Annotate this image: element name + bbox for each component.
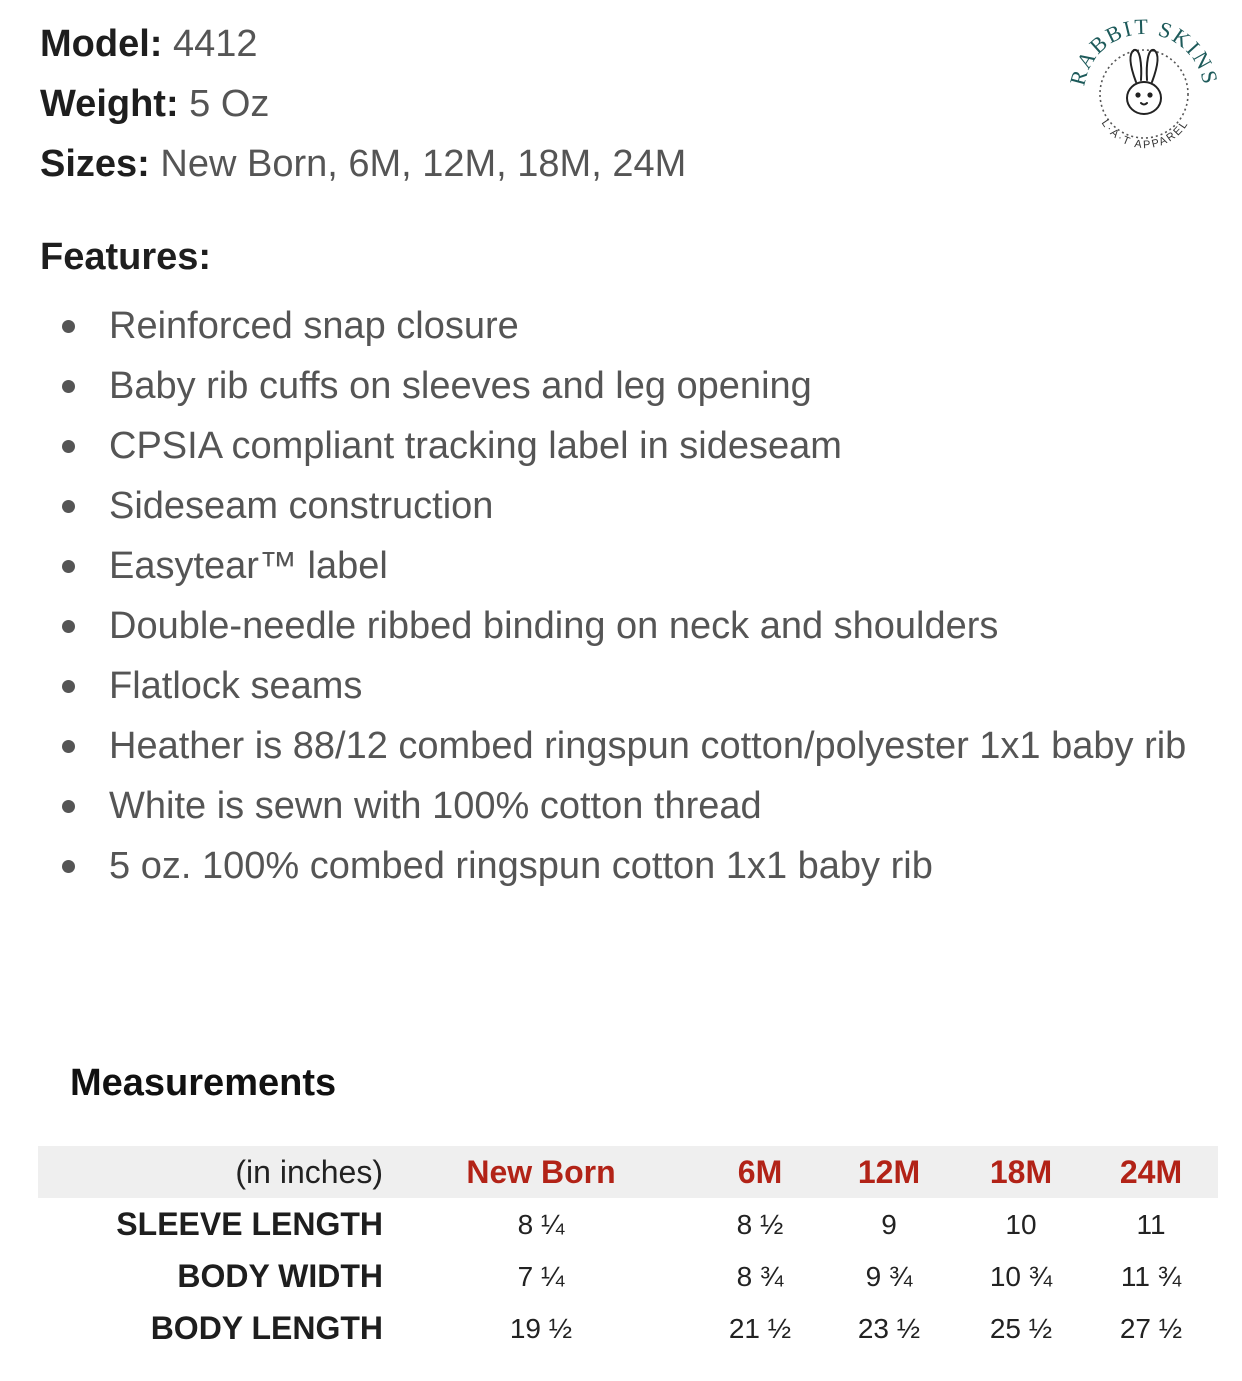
column-header-6m: 6M: [737, 1154, 783, 1190]
unit-label: (in inches): [235, 1154, 383, 1190]
bullet-icon: [62, 800, 75, 813]
column-header-24m: 24M: [1119, 1154, 1183, 1190]
features-list: [0, 296, 1200, 896]
feature-item: [0, 836, 1200, 896]
table-cell: 21 ½: [728, 1313, 792, 1344]
table-cell: 11 ¾: [1120, 1261, 1182, 1292]
table-cell: 9 ¾: [865, 1261, 913, 1292]
column-header-12m: 12M: [857, 1154, 921, 1190]
weight-label: Weight:: [40, 83, 179, 125]
bullet-icon: [62, 440, 75, 453]
column-header-18m: 18M: [989, 1154, 1053, 1190]
bullet-icon: [62, 320, 75, 333]
feature-text: Reinforced snap closure: [109, 305, 519, 347]
feature-text: Heather is 88/12 combed ringspun cotton/polyester 1x1 baby rib: [109, 725, 1187, 767]
feature-item: [0, 596, 1200, 656]
table-cell: 8 ½: [736, 1209, 784, 1240]
measurements-heading: Measurements: [70, 1062, 337, 1104]
table-cell: 10 ¾: [989, 1261, 1053, 1292]
table-row-body-length: [38, 1302, 1218, 1354]
bullet-icon: [62, 620, 75, 633]
feature-text: 5 oz. 100% combed ringspun cotton 1x1 baby rib: [109, 845, 933, 887]
rabbit-icon: [1127, 50, 1161, 114]
bullet-icon: [62, 740, 75, 753]
table-row-body-width: [38, 1250, 1218, 1302]
bullet-icon: [62, 680, 75, 693]
feature-item: [0, 656, 1200, 716]
model-label: Model:: [40, 23, 163, 65]
table-cell: 8 ¼: [517, 1209, 565, 1240]
sizes-row: [40, 134, 686, 194]
table-cell: 25 ½: [989, 1313, 1053, 1344]
table-row-sleeve-length: [38, 1198, 1218, 1250]
weight-row: [40, 74, 686, 134]
feature-text: Easytear™ label: [109, 545, 388, 587]
feature-text: CPSIA compliant tracking label in sideseam: [109, 425, 842, 467]
table-cell: 10: [1005, 1209, 1037, 1240]
table-cell: 11: [1136, 1209, 1166, 1240]
bullet-icon: [62, 380, 75, 393]
logo-bottom-text: L·A·T APPAREL: [1098, 117, 1192, 152]
feature-item: [0, 536, 1200, 596]
sizes-label: Sizes:: [40, 143, 150, 185]
logo-top-text: RABBIT SKINS: [1064, 13, 1224, 88]
product-specs: [40, 14, 686, 194]
feature-item: [0, 416, 1200, 476]
table-cell: 7 ¼: [517, 1261, 565, 1292]
rabbit-skins-logo: [1062, 6, 1226, 170]
measurements-table: [38, 1146, 1218, 1354]
row-label: BODY WIDTH: [177, 1258, 383, 1294]
model-value: 4412: [173, 23, 258, 65]
weight-value: 5 Oz: [189, 83, 270, 125]
sizes-value: New Born, 6M, 12M, 18M, 24M: [160, 143, 687, 185]
column-header-newborn: New Born: [466, 1154, 616, 1190]
feature-text: Flatlock seams: [109, 665, 363, 707]
bullet-icon: [62, 500, 75, 513]
row-label: BODY LENGTH: [150, 1310, 383, 1346]
feature-item: [0, 716, 1200, 776]
feature-item: [0, 776, 1200, 836]
bullet-icon: [62, 860, 75, 873]
feature-item: [0, 296, 1200, 356]
table-cell: 19 ½: [509, 1313, 573, 1344]
row-label: SLEEVE LENGTH: [116, 1206, 383, 1242]
feature-item: [0, 356, 1200, 416]
feature-text: Baby rib cuffs on sleeves and leg opening: [109, 365, 812, 407]
table-header-row: [38, 1146, 1218, 1198]
feature-item: [0, 476, 1200, 536]
feature-text: Double-needle ribbed binding on neck and shoulders: [109, 605, 999, 647]
table-cell: 27 ½: [1119, 1313, 1183, 1344]
features-heading: Features:: [40, 236, 212, 278]
bullet-icon: [62, 560, 75, 573]
feature-text: White is sewn with 100% cotton thread: [109, 785, 762, 827]
model-row: [40, 14, 686, 74]
table-cell: 9: [881, 1209, 897, 1240]
table-cell: 8 ¾: [736, 1261, 784, 1292]
feature-text: Sideseam construction: [109, 485, 494, 527]
table-cell: 23 ½: [857, 1313, 921, 1344]
